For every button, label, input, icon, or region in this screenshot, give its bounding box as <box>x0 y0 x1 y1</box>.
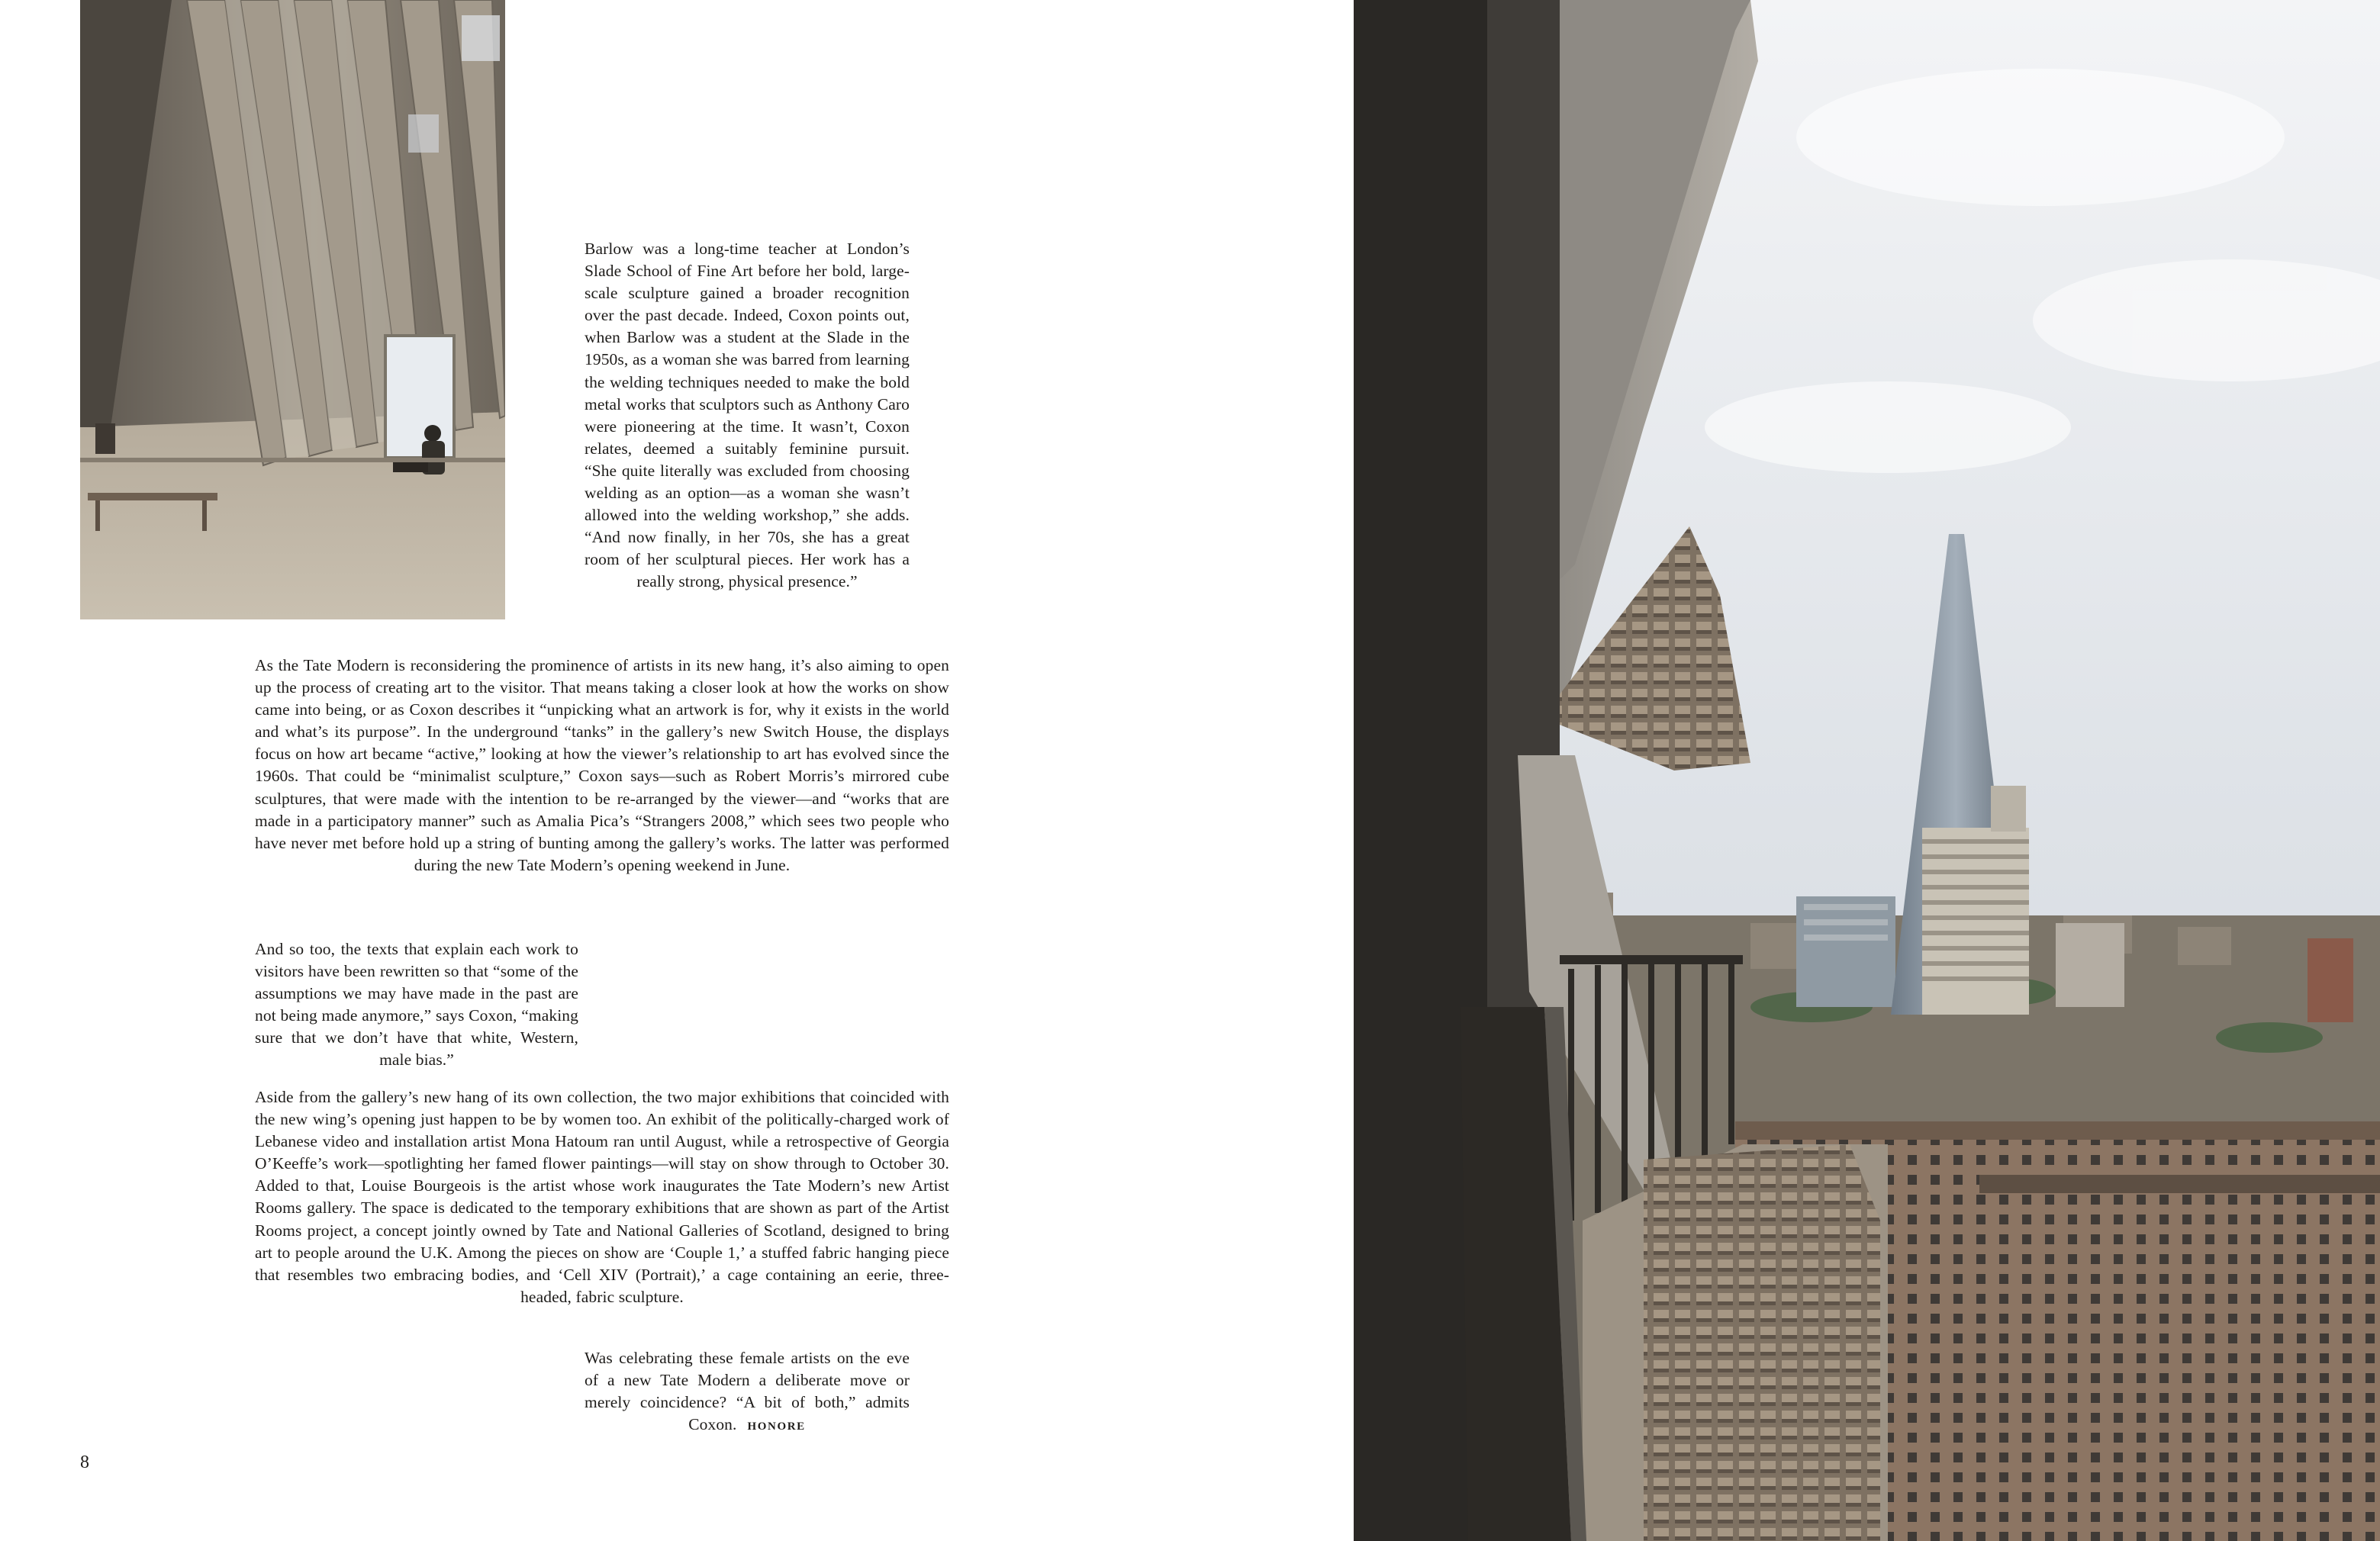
page-number: 8 <box>80 1453 89 1472</box>
interior-gallery-photo <box>80 0 505 619</box>
article-paragraph-5 <box>585 1347 910 1438</box>
article-column-2 <box>255 655 949 877</box>
article-paragraph-3: And so too, the texts that explain each work to visitors have been rewritten so that “some of the assumptions we may have made in the past are not being made anymore,” says Coxon, “making sure that we don’t have that white, Western, male bias.” <box>255 940 578 1070</box>
article-column-3 <box>255 938 578 1072</box>
article-paragraph-1: Barlow was a long-time teacher at London’s Slade School of Fine Art before her bold, large-scale sculpture gained a broader recognition over the past decade. Indeed, Coxon points out, when Barlow was a student at the Slade in the 1950s, as a woman she was barred from learning the welding techniques needed to make the bold metal works that sculptors such as Anthony Caro were pioneering at the time. It wasn’t, Coxon relates, deemed a suitably feminine pursuit. “She quite literally was excluded from choosing welding as an option—as a woman she wasn’t allowed into the welding workshop,” she adds. “And now finally, in her 70s, she has a great room of her sculptural pieces. Her work has a really strong, physical presence.” <box>585 240 910 591</box>
author-signoff: HONORE <box>747 1420 806 1433</box>
article-paragraph-2: As the Tate Modern is reconsidering the prominence of artists in its new hang, it’s also aiming to open up the process of creating art to the visitor. That means taking a closer look at how the works on show came into being, or as Coxon describes it “unpicking what an artwork is for, why it exists in the world and what’s its purpose”. In the underground “tanks” in the gallery’s new Switch House, the displays focus on how art became “active,” looking at how the viewer’s relationship to art has evolved since the 1960s. That could be “minimalist sculpture,” Coxon says—such as Robert Morris’s mirrored cube sculptures, that were made with the intention to be re-arranged by the viewer—and “works that are made in a participatory manner” such as Amalia Pica’s “Strangers 2008,” which sees two people who have never met before hold up a string of bunting among the gallery’s works. The latter was performed during the new Tate Modern’s opening weekend in June. <box>255 656 949 874</box>
closing-text: Was celebrating these female artists on the eve of a new Tate Modern a deliberate move or merely coincidence? “A bit of both,” admits Coxon. <box>585 1349 910 1434</box>
article-column-1 <box>585 238 910 594</box>
article-column-5 <box>585 1347 910 1438</box>
article-column-4 <box>255 1086 949 1308</box>
article-paragraph-4: Aside from the gallery’s new hang of its own collection, the two major exhibitions that coincided with the new wing’s opening just happen to be by women too. An exhibit of the politically-charged work of Lebanese video and installation artist Mona Hatoum ran until August, while a retrospective of Georgia O’Keeffe’s work—spotlighting her famed flower paintings—will stay on show through to October 30. Added to that, Louise Bourgeois is the artist whose work inaugurates the Tate Modern’s new Artist Rooms gallery. The space is dedicated to the temporary exhibitions that are shown as part of the Artist Rooms project, a concept jointly owned by Tate and National Galleries of Scotland, designed to bring art to people around the U.K. Among the pieces on show are ‘Couple 1,’ a stuffed fabric hanging piece that resembles two embracing bodies, and ‘Cell XIV (Portrait),’ a cage containing an eerie, three-headed, fabric sculpture. <box>255 1088 949 1306</box>
balcony-city-view-photo <box>1354 0 2380 1541</box>
